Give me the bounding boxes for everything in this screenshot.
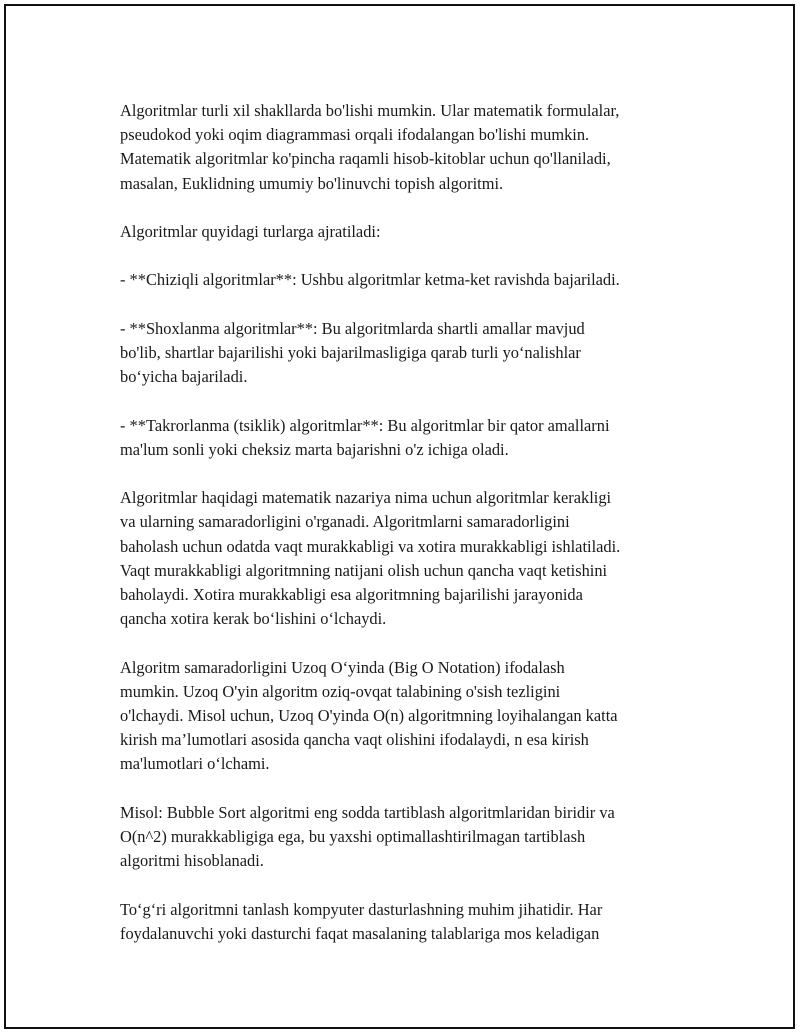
text-line: ma'lumotlari o‘lchami.: [120, 754, 270, 774]
text-line: bo‘yicha bajariladi.: [120, 367, 248, 387]
list-item-linear: [120, 268, 700, 292]
text-line: mumkin. Uzoq O'yin algoritm oziq-ovqat talabining o'sish tezligini: [120, 681, 561, 701]
text-line: Algoritmlar quyidagi turlarga ajratiladi:: [120, 222, 381, 241]
page-frame: [4, 4, 795, 1029]
text-line: algoritmi hisoblanadi.: [120, 851, 264, 871]
text-line: Algoritm samaradorligini Uzoq O‘yinda (Big O Notation) ifodalash: [120, 657, 565, 677]
text-line: Misol: Bubble Sort algoritmi eng sodda tartiblash algoritmlaridan biridir va: [120, 802, 615, 822]
paragraph-complexity: [120, 486, 700, 631]
text-line: qancha xotira kerak bo‘lishini o‘lchaydi.: [120, 609, 387, 629]
text-line: bo'lib, shartlar bajarilishi yoki bajarilmasligiga qarab turli yo‘nalishlar: [120, 342, 581, 362]
paragraph-big-o: [120, 656, 700, 777]
text-line: O(n^2) murakkabligiga ega, bu yaxshi optimallashtirilmagan tartiblash: [120, 826, 586, 846]
text-line: baholash uchun odatda vaqt murakkabligi va xotira murakkabligi ishlatiladi.: [120, 536, 621, 556]
text-line: va ularning samaradorligini o'rganadi. Algoritmlarni samaradorligini: [120, 512, 570, 532]
text-line: foydalanuvchi yoki dasturchi faqat masalaning talablariga mos keladigan: [120, 923, 600, 943]
text-line: o'lchaydi. Misol uchun, Uzoq O'yinda O(n) algoritmning loyihalangan katta: [120, 705, 618, 725]
text-line: Vaqt murakkabligi algoritmning natijani olish uchun qancha vaqt ketishini: [120, 560, 608, 580]
text-line: Algoritmlar haqidagi matematik nazariya nima uchun algoritmlar kerakligi: [120, 488, 612, 508]
text-line: To‘g‘ri algoritmni tanlash kompyuter dasturlashning muhim jihatidir. Har: [120, 899, 603, 919]
list-item-branching: [120, 317, 700, 390]
paragraph-types-heading: [120, 220, 700, 244]
text-line: pseudokod yoki oqim diagrammasi orqali ifodalangan bo'lishi mumkin.: [120, 125, 590, 145]
text-line: - **Shoxlanma algoritmlar**: Bu algoritmlarda shartli amallar mavjud: [120, 318, 585, 338]
paragraph-choosing: [120, 898, 700, 946]
text-line: Algoritmlar turli xil shakllarda bo'lishi mumkin. Ular matematik formulalar,: [120, 101, 620, 120]
text-line: - **Takrorlanma (tsiklik) algoritmlar**: Bu algoritmlar bir qator amallarni: [120, 415, 610, 435]
text-line: Matematik algoritmlar ko'pincha raqamli hisob-kitoblar uchun qo'llaniladi,: [120, 149, 611, 169]
paragraph-intro: [120, 99, 700, 196]
paragraph-example: [120, 801, 700, 874]
text-line: ma'lum sonli yoki cheksiz marta bajarishni o'z ichiga oladi.: [120, 439, 509, 459]
text-line: kirish ma’lumotlari asosida qancha vaqt olishini ifodalaydi, n esa kirish: [120, 730, 589, 750]
document-body: [120, 99, 700, 970]
list-item-loop: [120, 414, 700, 462]
text-line: baholaydi. Xotira murakkabligi esa algoritmning bajarilishi jarayonida: [120, 584, 583, 604]
text-line: - **Chiziqli algoritmlar**: Ushbu algoritmlar ketma-ket ravishda bajariladi.: [120, 270, 620, 290]
text-line: masalan, Euklidning umumiy bo'linuvchi topish algoritmi.: [120, 173, 504, 193]
